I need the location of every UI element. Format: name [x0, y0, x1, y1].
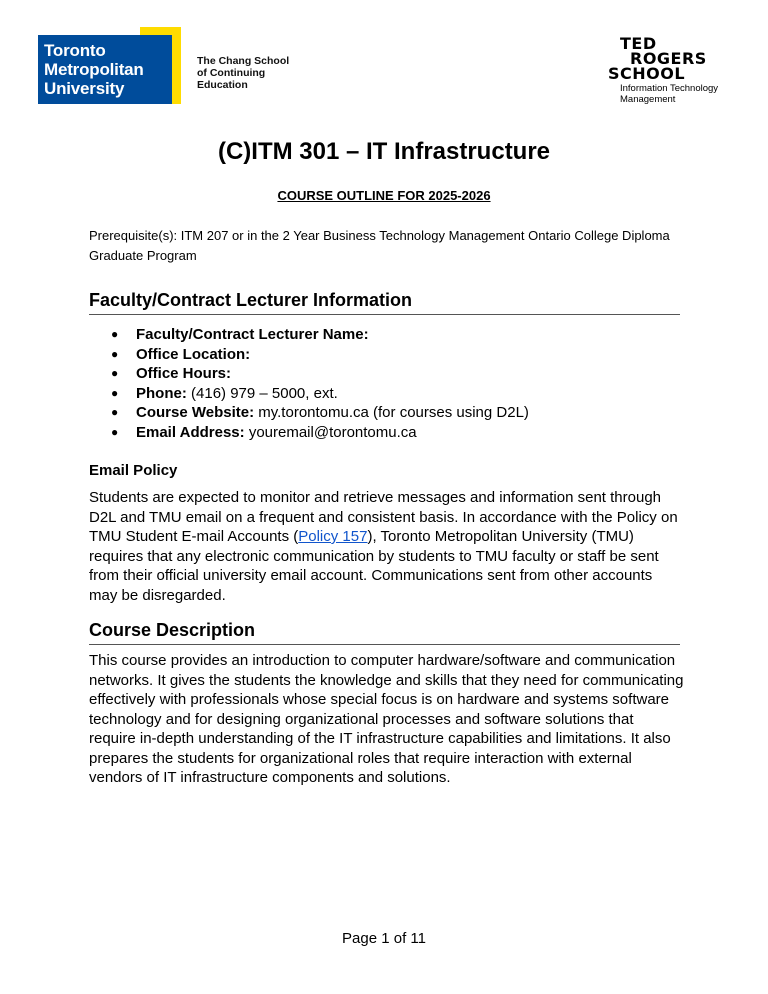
- chang-line: Education: [197, 79, 248, 91]
- list-item: [111, 384, 529, 404]
- tmu-logo-line: University: [44, 79, 125, 98]
- tmu-logo-wordmark: [44, 41, 144, 98]
- info-value: (416) 979 – 5000, ext.: [186, 384, 338, 402]
- info-value: youremail@torontomu.ca: [244, 423, 417, 441]
- ted-rogers-logo: [608, 36, 738, 106]
- info-label: Phone:: [136, 384, 187, 402]
- chang-school-logo: [197, 55, 289, 91]
- chang-line: The Chang School: [197, 55, 290, 67]
- email-policy-text: [89, 488, 684, 605]
- list-item: [111, 423, 529, 443]
- info-label: Office Location:: [136, 345, 251, 363]
- info-label: Faculty/Contract Lecturer Name:: [136, 326, 369, 343]
- page-number: Page 1 of 11: [342, 930, 426, 947]
- trs-sub-line: Management: [620, 94, 676, 105]
- chang-line: of Continuing: [197, 67, 266, 79]
- info-value: my.torontomu.ca (for courses using D2L): [254, 404, 529, 421]
- tmu-logo-accent-side: [172, 27, 181, 104]
- info-label: Course Website:: [136, 404, 255, 421]
- list-item: [111, 325, 529, 345]
- info-label: Office Hours:: [136, 365, 232, 382]
- faculty-heading: Faculty/Contract Lecturer Information: [89, 290, 680, 315]
- list-item: [111, 403, 529, 423]
- prerequisite-text: Prerequisite(s): ITM 207 or in the 2 Year Business Technology Management Ontario College Diploma Graduate Program: [89, 228, 670, 263]
- document-title: (C)ITM 301 – IT Infrastructure: [217, 138, 551, 165]
- list-item: [111, 345, 529, 365]
- trs-line: TED: [620, 34, 657, 53]
- email-policy-text-after: ), Toronto Metropolitan University (TMU) requires that any electronic communication by students to TMU faculty or staff be sent from their official university email account. Communications sent from other accounts may be disregarded.: [89, 528, 659, 604]
- faculty-info-list: [111, 325, 529, 442]
- trs-subtitle: [620, 83, 718, 105]
- list-item: [111, 364, 529, 384]
- tmu-logo-line: Metropolitan: [44, 60, 144, 79]
- email-policy-text-before: Students are expected to monitor and retrieve messages and information sent through D2L and TMU email on a frequent and consistent basis. In accordance with the Policy on TMU Student E-mail Accounts (: [89, 489, 678, 545]
- trs-sub-line: Information Technology: [620, 83, 719, 94]
- document-subtitle: COURSE OUTLINE FOR 2025-2026: [277, 188, 491, 203]
- tmu-logo-line: Toronto: [44, 41, 106, 60]
- trs-line: ROGERS: [630, 49, 707, 68]
- info-label: Email Address:: [136, 423, 245, 441]
- course-description-text: This course provides an introduction to computer hardware/software and communication networks. It gives the students the knowledge and skills that they need for communicating effectively with professionals whose special focus is on hardware and systems software technology and for designing organizational processes and software solutions that require in-depth understanding of the IT infrastructure capabilities and limitations. It also prepares the students for organizational roles that require interaction with external vendors of IT infrastructure components and solutions.: [89, 652, 684, 786]
- policy-157-link[interactable]: Policy 157: [298, 528, 368, 545]
- tmu-logo: [38, 27, 181, 104]
- trs-line: SCHOOL: [608, 64, 686, 83]
- email-policy-heading: Email Policy: [89, 462, 178, 479]
- course-description-heading: Course Description: [89, 620, 680, 645]
